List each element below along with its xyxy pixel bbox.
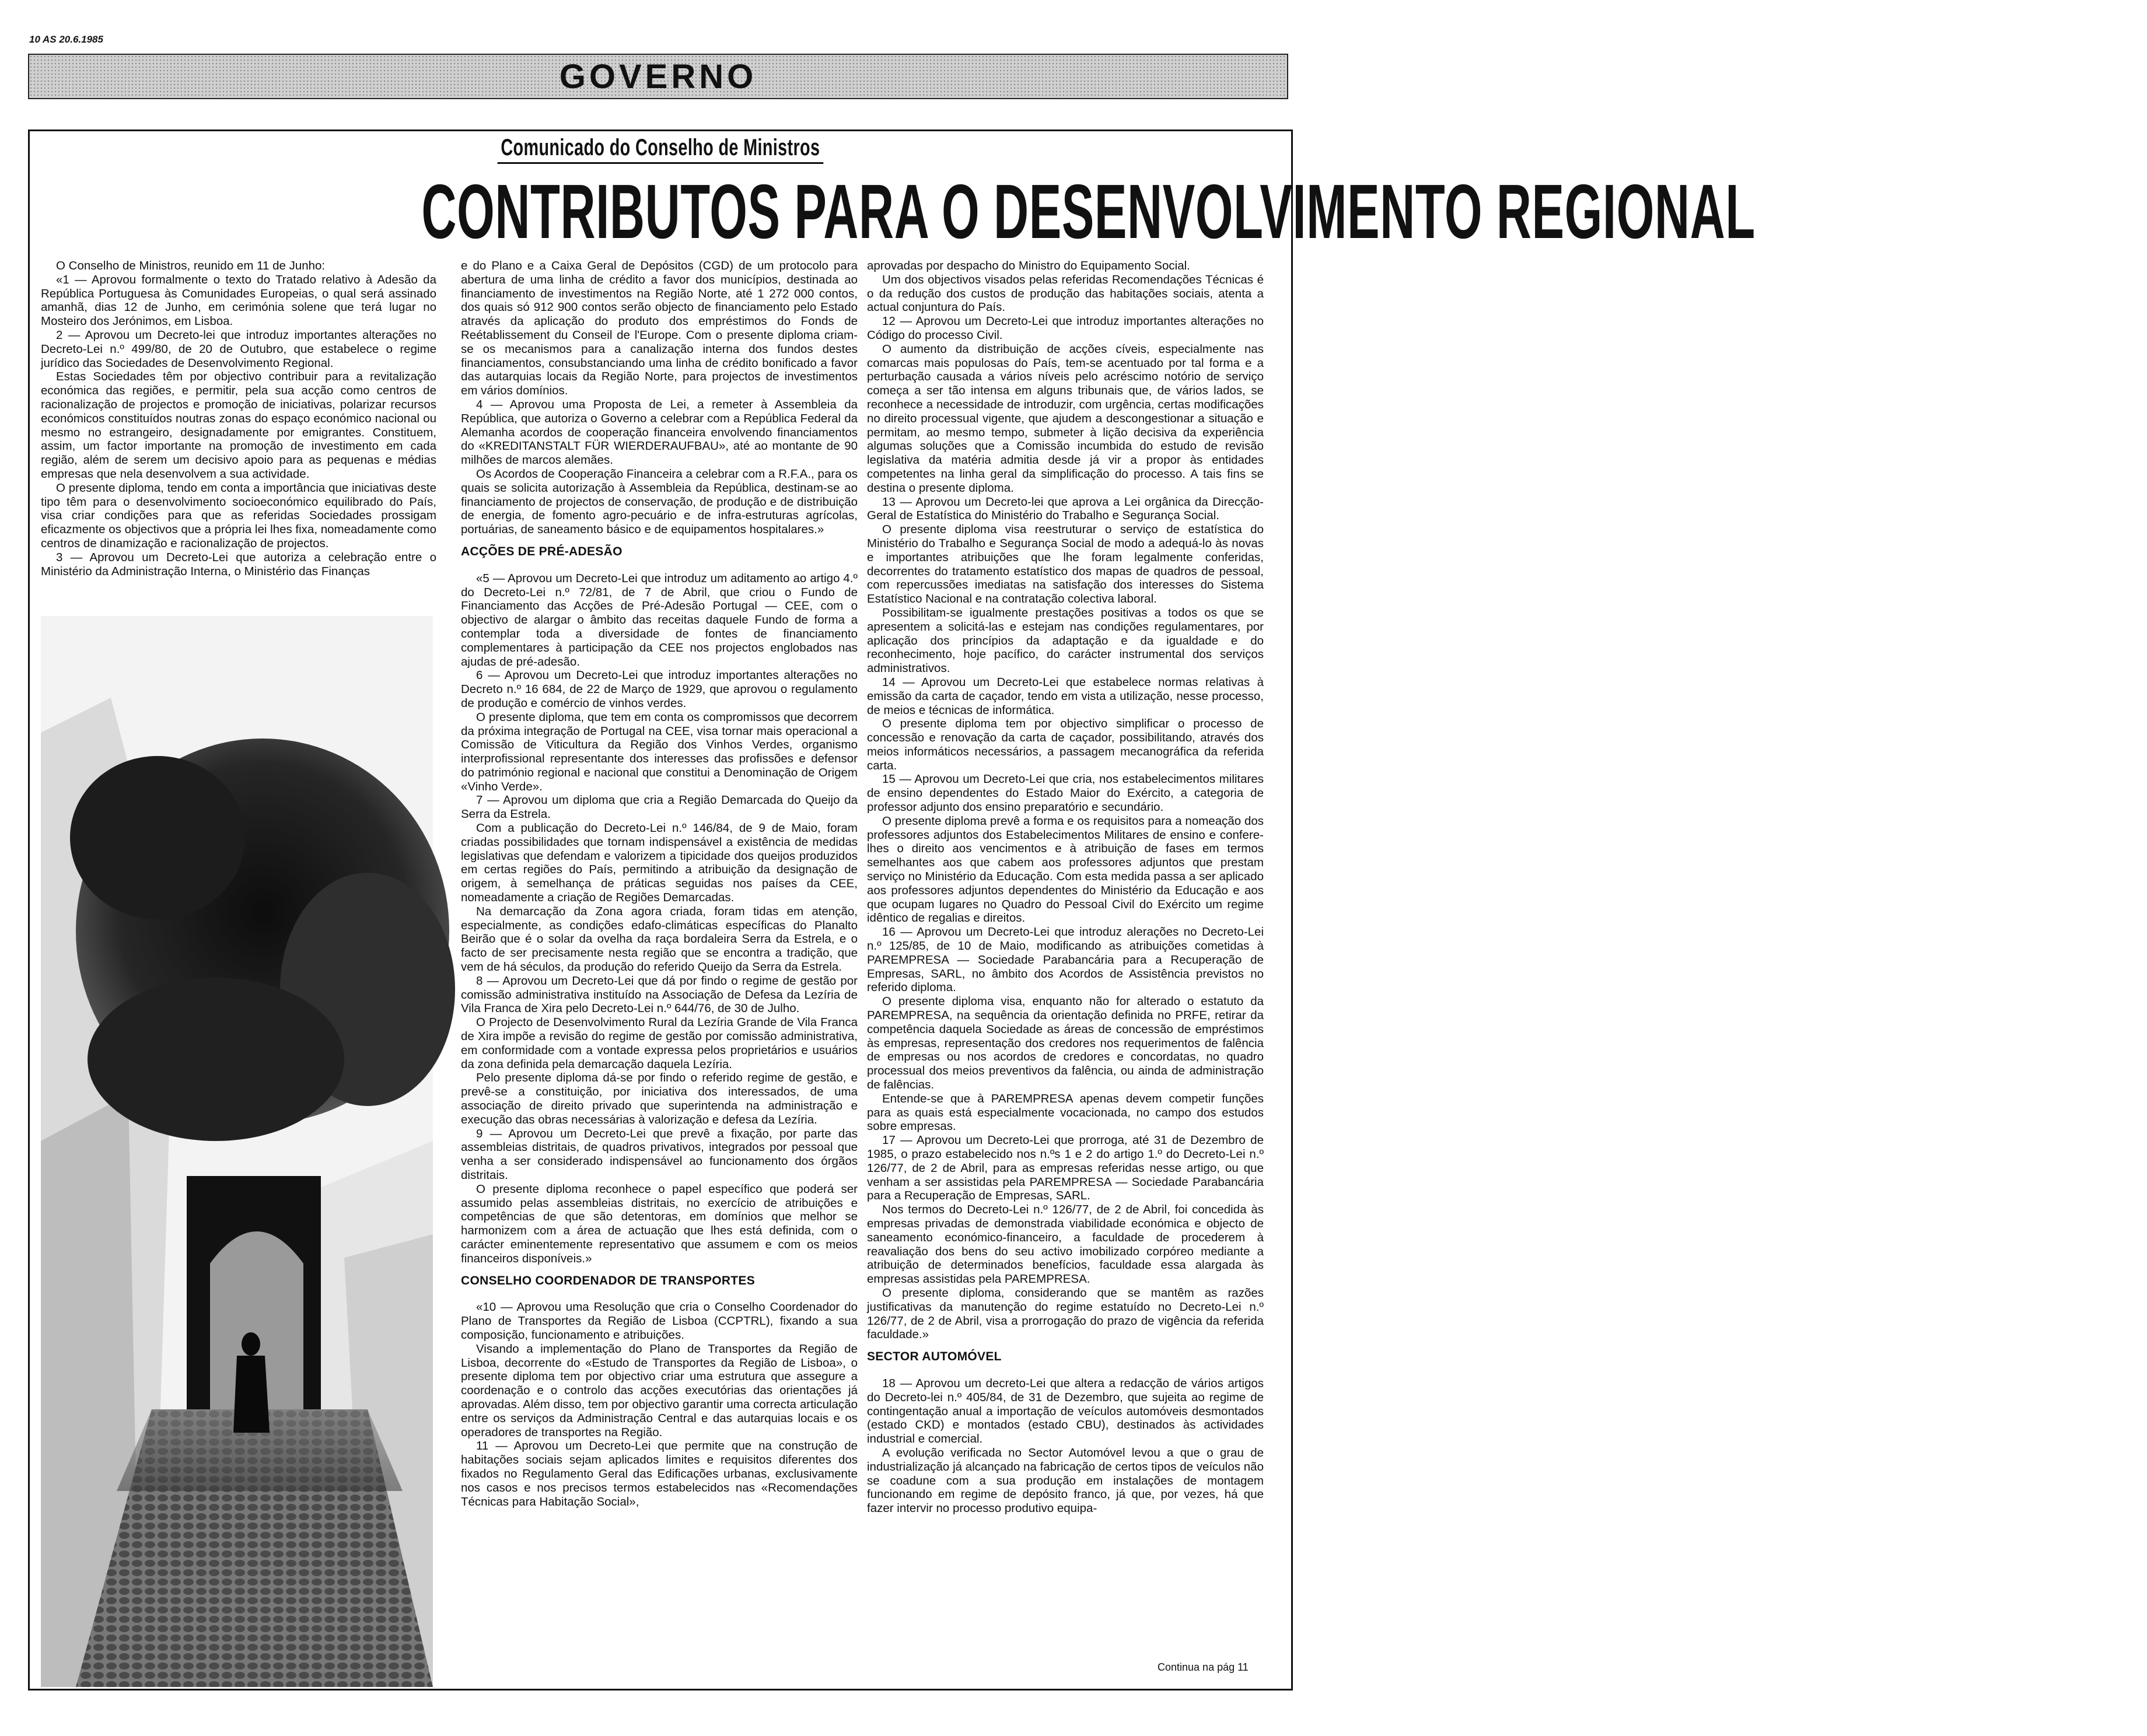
kicker: Comunicado do Conselho de Ministros — [498, 135, 824, 164]
section-banner — [28, 54, 1288, 99]
paragraph: 7 — Aprovou um diploma que cria a Região Demarcada do Queijo da Serra da Estrela. — [461, 793, 858, 821]
paragraph: O Conselho de Ministros, reunido em 11 de Junho: — [56, 259, 326, 272]
paragraph: A evolução verificada no Sector Automóvel levou a que o grau de industrialização já alcançado na fabricação de certos tipos de veículos não se coadune com a sua produção em instalações de montagem funcionando em regime de depósito franco, já que, por vezes, há que fazer intervir no processo produtivo equipa- — [867, 1446, 1264, 1516]
paragraph: 17 — Aprovou um Decreto-Lei que prorroga, até 31 de Dezembro de 1985, o prazo estabelecido nos n.ºs 1 e 2 do artigo 1.º do Decreto-Lei n.º 126/77, de 2 de Abril, para as empresas referidas nesse artigo, ou que venham a ser assistidas pela PAREMPRESA — Sociedade Parabancária para a Recuperação de Empresas, SARL. — [867, 1133, 1264, 1203]
page-reference: 10 AS 20.6.1985 — [29, 34, 103, 45]
paragraph: O presente diploma tem por objectivo simplificar o processo de concessão e renovação da carta de caçador, possibilitando, através dos meios informáticos necessários, a passagem mecanográfica da referida carta. — [867, 717, 1264, 772]
paragraph: 16 — Aprovou um Decreto-Lei que introduz alerações no Decreto-Lei n.º 125/85, de 10 de Maio, modificando as atribuições cometidas à PAREMPRESA — Sociedade Parabancária para a Recuperação de Empresas, SARL, no âmbito dos Acordos de Assistência previstos no referido diploma. — [867, 925, 1264, 995]
paragraph: Com a publicação do Decreto-Lei n.º 146/84, de 9 de Maio, foram criadas possibilidades que tornam indispensável a existência de medidas legislativas que defendam e valorizem a tipicidade dos queijos produzidos em certas regiões do País, permitindo a atribuição da designação de origem, à semelhança de práticas seguidas nos países da CEE, nomeadamente a criação de Regiões Demarcadas. — [461, 821, 858, 905]
paragraph: 14 — Aprovou um Decreto-Lei que estabelece normas relativas à emissão da carta de caçador, tendo em vista a utilização, nesse processo, de meios e técnicas de informática. — [867, 675, 1264, 717]
paragraph: 3 — Aprovou um Decreto-Lei que autoriza a celebração entre o Ministério da Administração Interna, o Ministério das Finanças — [41, 550, 436, 578]
paragraph: O presente diploma reconhece o papel específico que poderá ser assumido pelas assembleias distritais, no exercício de atribuições e competências de que são detentoras, em domínios que melhor se harmonizem com a área de actuação que lhes está definida, com o carácter eminentemente representativo que assumem e com os meios financeiros disponíveis.» — [461, 1182, 858, 1265]
paragraph: 2 — Aprovou um Decreto-lei que introduz importantes alterações no Decreto-Lei n.º 499/80, de 20 de Outubro, que estabelece o regime jurídico das Sociedades de Desenvolvimento Regional. — [41, 328, 436, 370]
paragraph: aprovadas por despacho do Ministro do Equipamento Social. — [867, 259, 1190, 272]
column-2 — [461, 259, 858, 1508]
continuation-note: Continua na pág 11 — [1158, 1661, 1249, 1673]
paragraph: O presente diploma visa reestruturar o serviço de estatística do Ministério do Trabalho e Segurança Social de modo a adequá-lo às novas e importantes atribuições que lhe foram legalmente conferidas, decorrentes do tratamento estatístico dos mapas de quadros de pessoal, com repercussões imediatas na satisfação dos interesses do Sistema Estatístico Nacional e na contratação colectiva laboral. — [867, 523, 1264, 606]
paragraph: Um dos objectivos visados pelas referidas Recomendações Técnicas é o da redução dos custos de produção das habitações sociais, atenta a actual conjuntura do País. — [867, 272, 1264, 314]
paragraph: O presente diploma, tendo em conta a importância que iniciativas deste tipo têm para o desenvolvimento socioeconómico equilibrado do País, visa criar condições para que as referidas Sociedades prossigam eficazmente os objectivos que a própria lei lhes fixa, nomeadamente como centros de dinamização e racionalização de projectos. — [41, 481, 437, 550]
headline: CONTRIBUTOS PARA O DESENVOLVIMENTO REGIONAL — [421, 169, 1756, 254]
column-1 — [41, 259, 436, 578]
paragraph: Possibilitam-se igualmente prestações positivas a todos os que se apresentem a solicitá-las e estejam nas condições regulamentares, por aplicação dos princípios da adaptação e da igualdade e do reconhecimento, hoje pacífico, do carácter instrumental dos serviços administrativos. — [867, 606, 1264, 676]
paragraph: 4 — Aprovou uma Proposta de Lei, a remeter à Assembleia da República, que autoriza o Governo a celebrar com a República Federal da Alemanha acordos de cooperação financeira envolvendo financiamentos do «KREDITANSTALT FÜR WIERDERAUFBAU», até ao montante de 90 milhões de marcos alemães. — [461, 397, 858, 467]
paragraph: 12 — Aprovou um Decreto-Lei que introduz importantes alterações no Código do processo Civil. — [867, 314, 1264, 342]
paragraph: 6 — Aprovou um Decreto-Lei que introduz importantes alterações no Decreto n.º 16 684, de 22 de Março de 1929, que aprovou o regulamento de produção e comércio de vinhos verdes. — [461, 668, 858, 710]
paragraph: O Projecto de Desenvolvimento Rural da Lezíria Grande de Vila Franca de Xira impõe a revisão do regime de gestão por comissão administrativa, em conformidade com a vontade expressa pelos proprietários e usuários da zona definida pela demarcação daquela Lezíria. — [461, 1016, 858, 1071]
subheading: CONSELHO COORDENADOR DE TRANSPORTES — [461, 1273, 756, 1287]
paragraph: Na demarcação da Zona agora criada, foram tidas em atenção, especialmente, as condições edafo-climáticas específicas do Planalto Beirão que é o solar da ovelha da raça bordaleira Serra da Estrela, e o facto de ser precisamente nesta região que se encontra a tradição, que vem de há séculos, da produção do referido Queijo da Serra da Estrela. — [461, 904, 858, 974]
paragraph: «10 — Aprovou uma Resolução que cria o Conselho Coordenador do Plano de Transportes da Região de Lisboa (CCPTRL), fixando a sua composição, funcionamento e atribuições. — [461, 1300, 858, 1342]
paragraph: 8 — Aprovou um Decreto-Lei que dá por findo o regime de gestão por comissão administrativa instituído na Associação de Defesa da Lezíria de Vila Franca de Xira pelo Decreto-Lei n.º 644/76, de 30 de Julho. — [461, 974, 858, 1016]
paragraph: 9 — Aprovou um Decreto-Lei que prevê a fixação, por parte das assembleias distritais, de quadros privativos, integrados por pessoal que venha a ser considerado indispensável ao funcionamento dos órgãos distritais. — [461, 1126, 858, 1182]
paragraph: 18 — Aprovou um decreto-Lei que altera a redacção de vários artigos do Decreto-lei n.º 405/84, de 31 de Dezembro, que sujeita ao regime de contingentação anual a importação de veículos automóveis desmontados (estado CKD) e montados (estado CBU), destinados às actividades industrial e comercial. — [867, 1376, 1264, 1446]
paragraph: Visando a implementação do Plano de Transportes da Região de Lisboa, decorrente do «Estudo de Transportes da Região de Lisboa», o presente diploma tem por objectivo criar uma estrutura que assegure a coordenação e o controlo das acções executórias das orientações já aprovadas. Além disso, tem por objectivo garantir uma correcta articulação entre os serviços da Administração Central e das autarquias locais e os operadores de transportes na Região. — [461, 1342, 858, 1439]
paragraph: O aumento da distribuição de acções cíveis, especialmente nas comarcas mais populosas do País, tem-se acentuado por tal forma e a perturbação causada a vários níveis pelo acréscimo notório de serviço começa a ser tão intensa em alguns tribunais que, de vários lados, se reconhece a necessidade de introduzir, com urgência, certas modificações no direito processual vigente, que ajudem a descongestionar a situação e permitam, ao mesmo tempo, submeter à lição decisiva da experiência algumas soluções que a Comissão incumbida do estudo de revisão legislativa da matéria admitia desde já vir a propor às entidades competentes na linha geral da simplificação do processo. A tais fins se destina o presente diploma. — [867, 342, 1264, 495]
paragraph: O presente diploma visa, enquanto não for alterado o estatuto da PAREMPRESA, na sequência da orientação definida no PRFE, retirar da competência daquela Sociedade as áreas de concessão de empréstimos às empresas, representação dos credores nos requerimentos de falência de empresas ou nos acordos de credores e concordatas, no quadro processual dos meios preventivos da falência, ou ainda de administração de falências. — [867, 995, 1264, 1092]
paragraph: Pelo presente diploma dá-se por findo o referido regime de gestão, e prevê-se a constituição, por iniciativa dos interessados, de uma associação de direito privado que superintenda na administração e execução das obras necessárias à valorização e defesa da Lezíria. — [461, 1071, 858, 1126]
section-title: GOVERNO — [559, 58, 757, 96]
paragraph: 13 — Aprovou um Decreto-lei que aprova a Lei orgânica da Direcção-Geral de Estatística do Ministério do Trabalho e Segurança Social. — [867, 495, 1264, 523]
photo-illustration — [41, 616, 433, 1687]
paragraph: O presente diploma prevê a forma e os requisitos para a nomeação dos professores adjuntos dos Estabelecimentos Militares de ensino e confere-lhes o direito aos vencimentos e à atribuição de fases em termos semelhantes aos que cabem aos professores adjuntos que prestam serviço no Ministério da Educação. Com esta medida passa a ser aplicado aos professores adjuntos dependentes do Ministério da Educação e aos que ocupam lugares no Quadro do Pessoal Civil do Exército um regime idêntico de regalias e direitos. — [867, 814, 1264, 925]
kicker-wrapper — [30, 135, 1291, 164]
paragraph: e do Plano e a Caixa Geral de Depósitos (CGD) de um protocolo para abertura de uma linha de crédito a favor dos municípios, destinada ao financiamento de investimentos na Região Norte, até 1 272 000 contos, dos quais só 912 900 contos serão objecto de financiamento pelo Estado através da aplicação do produto dos empréstimos do Fonds de Reétablissement du Conseil de l'Europe. Com o presente diploma criam-se os mecanismos para a canalização interna dos fundos destes financiamentos, consubstanciando uma linha de crédito bonificado a favor das autarquias locais da Região Norte, para projectos de investimentos em vários domínios. — [461, 259, 858, 398]
paragraph: Nos termos do Decreto-Lei n.º 126/77, de 2 de Abril, foi concedida às empresas privadas de demonstrada viabilidade económica e objecto de saneamento económico-financeiro, a faculdade de procederem à reavaliação dos bens do seu activo imobilizado corpóreo mediante a atribuição de determinados benefícios, faculdade essa alargada às empresas assistidas pela PAREMPRESA. — [867, 1203, 1264, 1286]
subheading: ACÇÕES DE PRÉ-ADESÃO — [461, 544, 623, 558]
paragraph: O presente diploma, considerando que se mantêm as razões justificativas da manutenção do regime estatuído no Decreto-Lei n.º 126/77, de 2 de Abril, visa a prorrogação do prazo de vigência da referida faculdade.» — [867, 1286, 1264, 1342]
paragraph: «5 — Aprovou um Decreto-Lei que introduz um aditamento ao artigo 4.º do Decreto-Lei n.º 72/81, de 7 de Abril, que criou o Fundo de Financiamento das Acções de Pré-Adesão Portugal — CEE, com o objectivo de alargar o âmbito das receitas daquele Fundo de forma a contemplar toda a diversidade de fontes de financiamento complementares à participação da CEE nos projectos englobados nas ajudas de pré-adesão. — [461, 571, 858, 668]
paragraph: Estas Sociedades têm por objectivo contribuir para a revitalização económica das regiões, e permitir, pela sua acção como centros de racionalização de projectos e promoção de iniciativas, polarizar recursos económicos constituídos noutras zonas do espaço económico nacional ou mesmo no estrangeiro, designadamente por emigrantes. Constituem, assim, um factor importante na promoção de investimento em cada região, além de serem um decisivo apoio para as pequenas e médias empresas que nela desenvolvem a sua actividade. — [41, 370, 436, 481]
street-photo — [41, 616, 433, 1687]
paragraph: 15 — Aprovou um Decreto-Lei que cria, nos estabelecimentos militares de ensino dependentes do Estado Maior do Exército, a categoria de professor adjunto dos ensino preparatório e secundário. — [867, 772, 1264, 814]
column-3 — [867, 259, 1264, 1516]
paragraph: 11 — Aprovou um Decreto-Lei que permite que na construção de habitações sociais sejam aplicados limites e requisitos diferentes dos fixados no Regulamento Geral das Edificações urbanas, exclusivamente nos casos e nos precisos termos estabelecidos nas «Recomendações Técnicas para Habitação Social», — [461, 1439, 858, 1508]
paragraph: O presente diploma, que tem em conta os compromissos que decorrem da próxima integração de Portugal na CEE, visa tornar mais operacional a Comissão de Viticultura da Região dos Vinhos Verdes, organismo interprofissional representante dos interesses das profissões e defensor do património regional e nacional que constitui a Denominação de Origem «Vinho Verde». — [461, 710, 858, 793]
paragraph: Os Acordos de Cooperação Financeira a celebrar com a R.F.A., para os quais se solicita autorização à Assembleia da República, destinam-se ao financiamento de projectos de conservação, de produção e de distribuição de energia, de fomento agro-pecuário e de infra-estruturas agrícolas, portuárias, de saneamento básico e de equipamentos hospitalares.» — [461, 467, 858, 537]
paragraph: «1 — Aprovou formalmente o texto do Tratado relativo à Adesão da República Portuguesa às Comunidades Europeias, o qual será assinado amanhã, dias 12 de Junho, em cerimónia solene que terá lugar no Mosteiro dos Jerónimos, em Lisboa. — [41, 272, 436, 328]
subheading: SECTOR AUTOMÓVEL — [867, 1350, 1002, 1364]
paragraph: Entende-se que à PAREMPRESA apenas devem competir funções para as quais está especialmente vocacionada, no campo dos estudos sobre empresas. — [867, 1091, 1264, 1133]
headline-wrapper — [30, 167, 1756, 256]
